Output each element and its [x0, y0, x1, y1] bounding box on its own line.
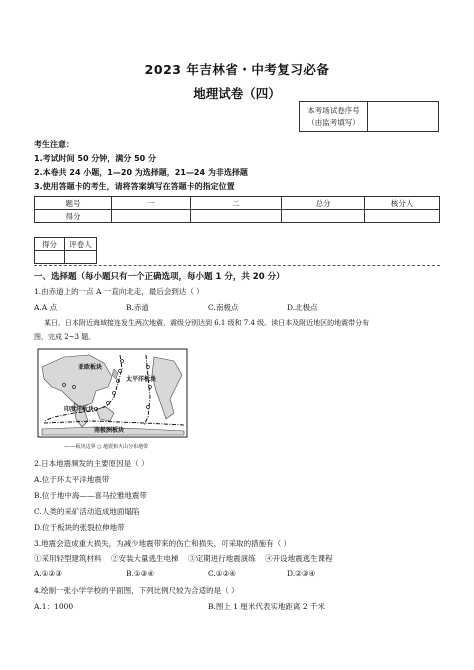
question-1-option-c[interactable]: C.南极点 [208, 303, 239, 312]
question-2-option-b[interactable]: B.位于地中海——喜马拉雅地震带 [34, 491, 147, 500]
exam-id-label-line1: 本考场试卷序号 [307, 105, 360, 115]
map-label-pacific-plate: 太平洋板块 [126, 376, 157, 383]
question-4-option-a[interactable]: A.1：1000 [34, 602, 74, 611]
grader-score-cell[interactable] [35, 251, 65, 264]
exam-id-box [299, 101, 439, 132]
score-header-cell: 核分人 [365, 197, 440, 210]
question-2-option-a[interactable]: A.位于环太平洋地震带 [34, 475, 110, 484]
exam-id-value-cell[interactable] [368, 102, 439, 132]
score-cell[interactable] [112, 210, 191, 223]
score-header-cell: 二 [191, 197, 282, 210]
question-1-option-b[interactable]: B.赤道 [126, 303, 149, 312]
question-1-option-d[interactable]: D.北极点 [287, 303, 318, 312]
grader-label: 评卷人 [65, 238, 97, 251]
question-3-option-c[interactable]: C.①②④ [208, 569, 237, 578]
passage-line-2: 图，完成 2~3 题。 [34, 333, 96, 341]
earthquake-map [34, 347, 191, 453]
question-2-stem: 2.日本地震频发的主要原因是（ ） [34, 459, 149, 468]
map-legend: —·—板块边界 ○ 地震和火山分布地带 [64, 444, 149, 450]
page-subtitle: 地理试卷（四） [193, 86, 281, 101]
map-label-eurasian-plate: 亚欧板块 [78, 364, 103, 371]
question-1-stem: 1.由赤道上的一点 A 一直向北走，最后会到达（ ） [34, 287, 204, 296]
question-3-choices: ①采用轻型建筑材料 ②安装大量逃生电梯 ③定期进行地震演练 ④开设地震逃生课程 [34, 554, 333, 563]
question-3-option-a[interactable]: A.①②③ [34, 569, 62, 578]
question-2-option-d[interactable]: D.位于板块的张裂拉伸地带 [34, 523, 125, 532]
notice-item-1: 1.考试时间 50 分钟，满分 50 分 [34, 154, 157, 163]
question-3-stem: 3.地震会造成重大损失，为减少地震带来的伤亡和损失，可采取的措施有（ ） [34, 539, 292, 548]
map-label-indian-plate: 印度洋板块 [64, 406, 95, 413]
question-1-option-a[interactable]: A.A 点 [34, 303, 58, 312]
question-4-option-b[interactable]: B.图上 1 厘米代表实地距离 2 千米 [208, 602, 325, 611]
question-4-stem: 4.绘制一张小学学校的平面图，下列比例尺较为合适的是（ ） [34, 586, 239, 595]
passage-line-1: 某日，日本附近海域接连发生两次地震，震级分别达到 6.1 级和 7.4 级。读日本及附近地区的地震带分布 [44, 319, 370, 327]
question-3-option-b[interactable]: B.①③④ [126, 569, 155, 578]
map-graphic [34, 347, 191, 453]
exam-id-label [300, 102, 368, 132]
score-cell[interactable] [365, 210, 440, 223]
exam-id-label-line2: （由监考填写） [307, 117, 360, 127]
section-divider [34, 265, 440, 266]
question-3-option-d[interactable]: D.②③④ [287, 569, 316, 578]
grader-score-label: 得分 [35, 238, 65, 251]
notice-item-3: 3.使用答题卡的考生，请将答案填写在答题卡的指定位置 [34, 182, 235, 191]
score-header-cell: 总分 [282, 197, 365, 210]
score-row-label: 得分 [35, 210, 112, 223]
score-header-cell: 题号 [35, 197, 112, 210]
notice-item-2: 2.本卷共 24 小题，1—20 为选择题，21—24 为非选择题 [34, 168, 248, 177]
notice-heading: 考生注意： [34, 140, 74, 149]
score-header-cell: 一 [112, 197, 191, 210]
grader-name-cell[interactable] [65, 251, 97, 264]
question-2-option-c[interactable]: C.人类的采矿活动造成地面塌陷 [34, 507, 140, 516]
score-cell[interactable] [191, 210, 282, 223]
section-title: 一、选择题（每小题只有一个正确选项，每小题 1 分，共 20 分） [34, 272, 285, 282]
grader-box [34, 237, 97, 264]
page-title: 2023 年吉林省・中考复习必备 [144, 62, 330, 77]
score-cell[interactable] [282, 210, 365, 223]
score-table [34, 196, 440, 223]
map-label-antarctic-plate: 南极洲板块 [94, 427, 125, 434]
